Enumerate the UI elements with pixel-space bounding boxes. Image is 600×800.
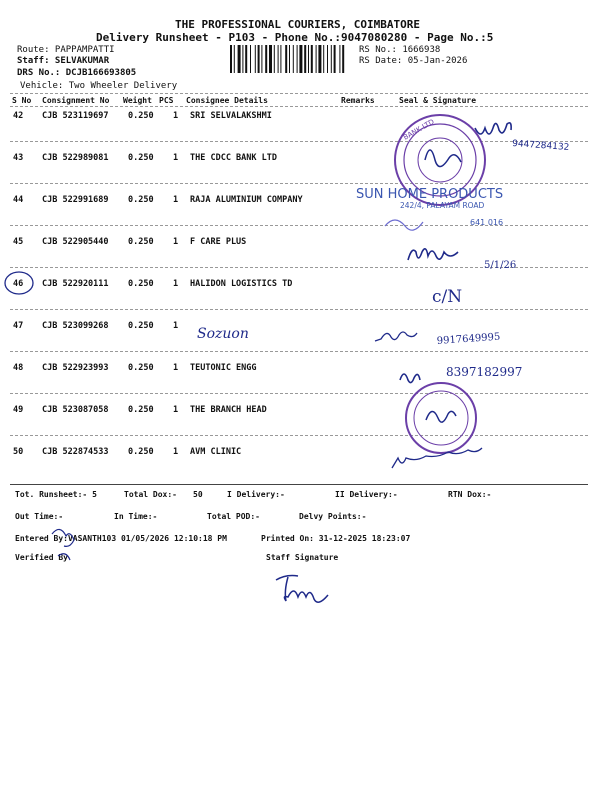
total-dox-label: Total Dox:- — [124, 490, 177, 499]
row-pcs: 1 — [173, 195, 179, 205]
total-pod: Total POD:- — [207, 512, 260, 521]
delvy-points: Delvy Points:- — [299, 512, 367, 521]
row42-signature — [475, 123, 511, 134]
rtn-dox: RTN Dox:- — [448, 490, 492, 499]
bank-stamp-text: BANK LTD — [402, 117, 436, 142]
row-pcs: 1 — [173, 447, 179, 457]
row-weight: 0.250 — [128, 321, 154, 331]
company-title: THE PROFESSIONAL COURIERS, COIMBATORE — [175, 18, 421, 31]
row-consignee: TEUTONIC ENGG — [190, 363, 257, 373]
row46-handwriting: c/N — [432, 287, 463, 307]
staff-signature-label: Staff Signature — [266, 553, 339, 562]
row-pcs: 1 — [173, 363, 179, 373]
out-time: Out Time:- — [15, 512, 64, 521]
col-sno: S No — [12, 96, 32, 105]
tot-runsheet: Tot. Runsheet:- 5 — [15, 490, 97, 499]
row-sno: 46 — [13, 279, 24, 289]
row50-signature — [392, 448, 482, 468]
vehicle-label: Vehicle: Two Wheeler Delivery — [20, 81, 178, 91]
row-consignee: THE BRANCH HEAD — [190, 405, 267, 415]
rs-date: RS Date: 05-Jan-2026 — [359, 56, 468, 66]
row-pcs: 1 — [173, 279, 179, 289]
verified-by-scribble — [58, 554, 70, 560]
sun-home-stamp-company: SUN HOME PRODUCTS — [356, 187, 504, 202]
row-pcs: 1 — [173, 237, 179, 247]
row-consignee: RAJA ALUMINIUM COMPANY — [190, 195, 303, 205]
row-consignment-no: CJB 523087058 — [42, 405, 109, 415]
bank-signature — [425, 150, 461, 167]
col-consignment: Consignment No — [42, 96, 110, 105]
col-pcs: PCS — [159, 96, 174, 105]
i-delivery: I Delivery:- — [227, 490, 285, 499]
row-sno: 49 — [13, 405, 24, 415]
col-remarks: Remarks — [341, 96, 375, 105]
verified-by: Verified By — [15, 553, 68, 562]
row47-consignee-handwriting: Sozuon — [197, 326, 249, 342]
entered-by: Entered By:VASANTH103 01/05/2026 12:10:18 PM — [15, 534, 227, 543]
row47-phone: 9917649995 — [436, 331, 501, 347]
row-consignee: AVM CLINIC — [190, 447, 242, 457]
row-weight: 0.250 — [128, 111, 154, 121]
row-sno: 42 — [13, 111, 24, 121]
ii-delivery: II Delivery:- — [335, 490, 398, 499]
row-weight: 0.250 — [128, 405, 154, 415]
purple-stamp-signature — [426, 411, 456, 422]
row-consignee: F CARE PLUS — [190, 237, 247, 247]
row-sno: 43 — [13, 153, 24, 163]
row-sno: 48 — [13, 363, 24, 373]
row-weight: 0.250 — [128, 153, 154, 163]
col-seal-signature: Seal & Signature — [399, 96, 477, 105]
in-time: In Time:- — [114, 512, 158, 521]
row42-phone: 9447284132 — [511, 139, 570, 153]
staff-label: Staff: SELVAKUMAR — [17, 56, 110, 66]
sun-home-stamp-pin: 641 016 — [470, 218, 504, 227]
row-consignee: SRI SELVALAKSHMI — [190, 111, 272, 121]
runsheet-subtitle: Delivery Runsheet - P103 - Phone No.:9047080280 - Page No.:5 — [96, 31, 494, 44]
row-weight: 0.250 — [128, 363, 154, 373]
row45-date: 5/1/26 — [484, 260, 517, 271]
row-consignment-no: CJB 522989081 — [42, 153, 109, 163]
purple-round-stamp — [406, 383, 476, 453]
row45-signature — [408, 249, 458, 260]
row-sno: 47 — [13, 321, 24, 331]
staff-signature — [276, 576, 328, 603]
row-consignment-no: CJB 522991689 — [42, 195, 109, 205]
row-sno: 50 — [13, 447, 24, 457]
row-consignment-no: CJB 523119697 — [42, 111, 109, 121]
row47-signature — [375, 332, 417, 341]
col-consignee: Consignee Details — [186, 96, 268, 105]
row-consignee: THE CDCC BANK LTD — [190, 153, 277, 163]
row-consignment-no: CJB 522874533 — [42, 447, 109, 457]
drs-label: DRS No.: DCJB166693805 — [17, 68, 137, 78]
row-consignment-no: CJB 522920111 — [42, 279, 109, 289]
entered-by-scribble — [52, 529, 74, 546]
row-weight: 0.250 — [128, 195, 154, 205]
row-pcs: 1 — [173, 321, 179, 331]
sun-home-faded-signature — [385, 220, 423, 230]
printed-on: Printed On: 31-12-2025 18:23:07 — [261, 534, 411, 543]
row-pcs: 1 — [173, 153, 179, 163]
row-consignment-no: CJB 522923993 — [42, 363, 109, 373]
row-sno: 44 — [13, 195, 24, 205]
row48-phone: 8397182997 — [446, 365, 523, 379]
row-sno: 45 — [13, 237, 24, 247]
col-weight: Weight — [123, 96, 152, 105]
rs-number: RS No.: 1666938 — [359, 45, 441, 55]
route-label: Route: PAPPAMPATTI — [17, 45, 115, 55]
row-pcs: 1 — [173, 111, 179, 121]
total-dox-value: 50 — [193, 490, 203, 499]
row48-signature — [400, 374, 420, 383]
row-consignment-no: CJB 522905440 — [42, 237, 109, 247]
row-weight: 0.250 — [128, 447, 154, 457]
row-consignee: HALIDON LOGISTICS TD — [190, 279, 293, 289]
row-pcs: 1 — [173, 405, 179, 415]
row-weight: 0.250 — [128, 279, 154, 289]
row-consignment-no: CJB 523099268 — [42, 321, 109, 331]
row46-circle-mark — [5, 272, 33, 294]
row-weight: 0.250 — [128, 237, 154, 247]
sun-home-stamp-address: 242/4, PALAYAM ROAD — [400, 201, 485, 210]
